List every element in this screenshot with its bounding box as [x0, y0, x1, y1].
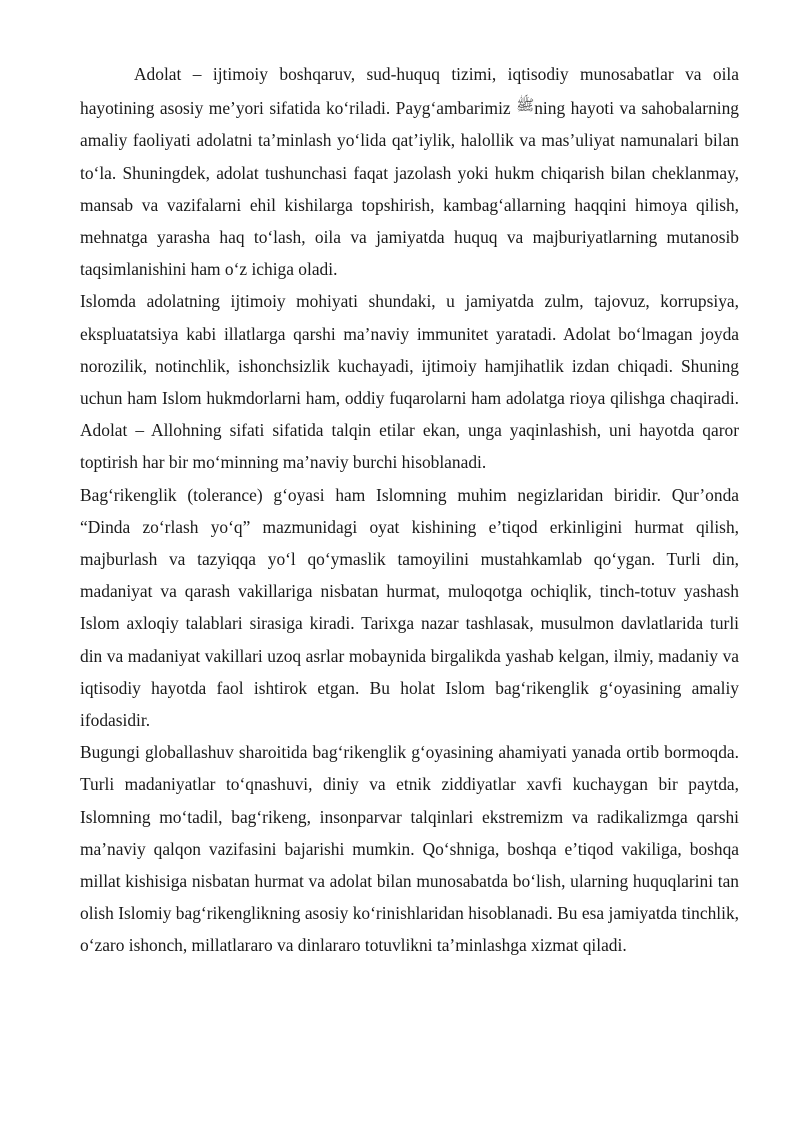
paragraph-text: Adolat – ijtimoiy boshqaruv, sud-huquq tizimi, iqtisodiy munosabatlar va oila hayotining asosiy me’yori sifatida ko‘riladi. Payg‘ambarimiz [80, 64, 739, 119]
salawat-glyph: ﷺ [516, 98, 535, 115]
paragraph-ijtimoiy-mohiyat: Islomda adolatning ijtimoiy mohiyati shundaki, u jamiyatda zulm, tajovuz, korrupsiya, ekspluatatsiya kabi illatlarga qarshi ma’naviy immunitet yaratadi. Adolat bo‘lmagan joyda norozilik, notinchlik, ishonchsizlik kuchayadi, ijtimoiy hamjihatlik izdan chiqadi. Shuning uchun ham Islom hukmdorlarni ham, oddiy fuqarolarni ham adolatga rioya qilishga chaqiradi. Adolat – Allohning sifati sifatida talqin etilar ekan, unga yaqinlashish, uni hayotda qaror toptirish har bir mo‘minning ma’naviy burchi hisoblanadi. [80, 291, 739, 473]
paragraph-text: ning hayoti va sahobalarning amaliy faoliyati adolatni ta’minlash yo‘lida qat’iylik, halollik va mas’uliyat namunalari bilan to‘la. Shuningdek, adolat tushunchasi faqat jazolash yoki hukm chiqarish bilan cheklanmay, mansab va vazifalarni ehil kishilarga topshirish, kambag‘allarning haqqini himoya qilish, mehnatga yarasha haq to‘lash, oila va jamiyatda huquq va majburiyatlarning mutanosib taqsimlanishini ham o‘z ichiga oladi. [80, 98, 739, 280]
document-page [80, 58, 739, 962]
paragraph-globallashuv: Bugungi globallashuv sharoitida bag‘rikenglik g‘oyasining ahamiyati yanada ortib bormoqda. Turli madaniyatlar to‘qnashuvi, diniy va etnik ziddiyatlar xavfi kuchaygan bir paytda, Islomning mo‘tadil, bag‘rikeng, insonparvar talqinlari ekstremizm va radikalizmga qarshi ma’naviy qalqon vazifasini bajarishi mumkin. Qo‘shniga, boshqa e’tiqod vakiliga, boshqa millat kishisiga nisbatan hurmat va adolat bilan munosabatda bo‘lish, ularning huquqlarini tan olish Islomiy bag‘rikenglikning asosiy ko‘rinishlaridan hisoblanadi. Bu esa jamiyatda tinchlik, o‘zaro ishonch, millatlararo va dinlararo totuvlikni ta’minlashga xizmat qiladi. [80, 742, 739, 956]
paragraph-bagrikenglik: Bag‘rikenglik (tolerance) g‘oyasi ham Islomning muhim negizlaridan biridir. Qur’onda “Dinda zo‘rlash yo‘q” mazmunidagi oyat kishining e’tiqod erkinligini hurmat qilish, majburlash va tazyiqqa yo‘l qo‘ymaslik tamoyilini mustahkamlab qo‘ygan. Turli din, madaniyat va qarash vakillariga nisbatan hurmat, muloqotga ochiqlik, tinch-totuv yashash Islom axloqiy talablari sirasiga kiradi. Tarixga nazar tashlasak, musulmon davlatlarida turli din va madaniyat vakillari uzoq asrlar mobaynida birgalikda yashab kelgan, ilmiy, madaniy va iqtisodiy hayotda faol ishtirok etgan. Bu holat Islom bag‘rikenglik g‘oyasining amaliy ifodasidir. [80, 484, 739, 731]
paragraph-adolat [80, 58, 739, 285]
